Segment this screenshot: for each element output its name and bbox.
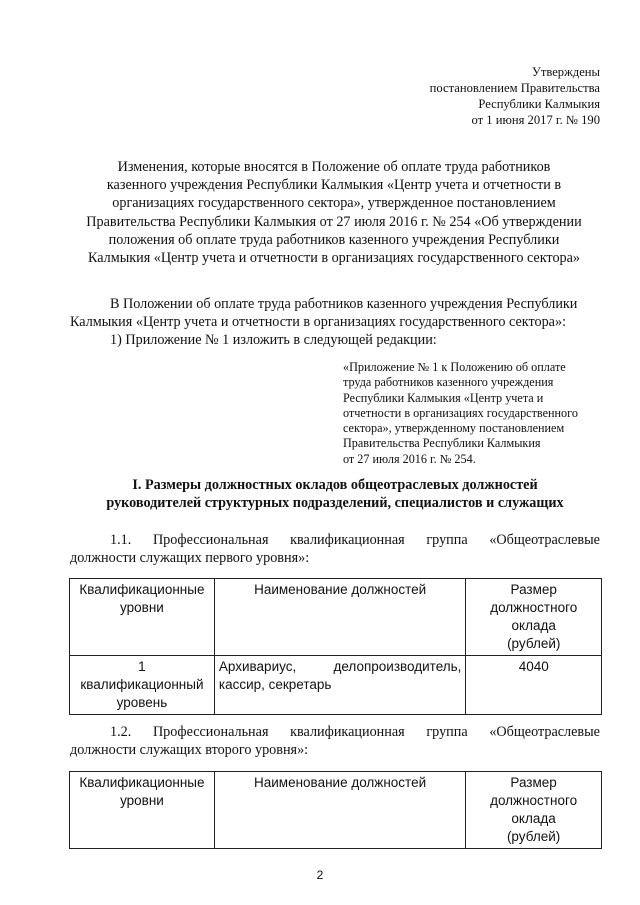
appendix-line: «Приложение № 1 к Положению об оплате [343, 360, 566, 374]
text-word: квалификационная [290, 532, 405, 548]
appendix-line: отчетности в организациях государственного [343, 405, 578, 420]
cell-positions: Архивариус, делопроизводитель, кассир, секретарь [214, 656, 466, 715]
intro-line: В Положении об оплате труда работников казенного учреждения Республики [110, 296, 578, 312]
cell-qualification-level: 1 квалификационный уровень [70, 656, 215, 715]
header-position-names: Наименование должностей [214, 579, 466, 656]
table-header-row [70, 579, 602, 656]
approval-line: от 1 июня 2017 г. № 190 [471, 113, 600, 127]
table-header-row [70, 772, 602, 849]
heading-line: Правительства Республики Калмыкия от 27 июля 2016 г. № 254 «Об утверждении [86, 213, 582, 230]
appendix-block [343, 360, 608, 467]
group-1-1-text [70, 531, 600, 567]
approval-block [300, 64, 600, 128]
approval-line: Республики Калмыкия [478, 97, 600, 111]
approval-line: постановлением Правительства [429, 81, 600, 95]
group-1-2-text [70, 723, 600, 759]
appendix-line: сектора», утвержденному постановлением [343, 421, 565, 436]
group-1-2-line2: должности служащих второго уровня»: [70, 742, 309, 759]
cell-salary: 4040 [466, 656, 602, 715]
text-word: Профессиональная [152, 724, 269, 740]
header-qualification-levels: Квалификационные уровни [70, 579, 215, 656]
intro-line: Калмыкия «Центр учета и отчетности в организациях государственного сектора»: [70, 314, 567, 330]
header-salary-size: Размер должностного оклада (рублей) [466, 579, 602, 656]
heading-line: Изменения, которые вносятся в Положение об оплате труда работников [117, 159, 551, 175]
heading-line: Калмыкия «Центр учета и отчетности в организациях государственного сектора» [87, 250, 581, 267]
appendix-line: Правительства Республики Калмыкия [343, 436, 541, 451]
section-title-line: руководителей структурных подразделений, специалистов и служащих [106, 495, 564, 512]
header-position-names: Наименование должностей [214, 772, 465, 849]
section-title-line: I. Размеры должностных окладов общеотраслевых должностей [132, 477, 538, 493]
text-word: группа [426, 532, 468, 548]
text-word: «Общеотраслевые [489, 724, 600, 740]
text-word: группа [426, 724, 468, 740]
appendix-line: Республики Калмыкия «Центр учета и [343, 390, 544, 405]
table-group-1-2 [69, 771, 602, 849]
heading-line: казенного учреждения Республики Калмыкия «Центр учета и отчетности в [106, 177, 562, 194]
appendix-line: труда работников казенного учреждения [343, 375, 554, 390]
header-qualification-levels: Квалификационные уровни [70, 772, 215, 849]
text-word: Профессиональная [152, 532, 269, 548]
approval-line: Утверждены [531, 65, 600, 79]
table-row [70, 656, 602, 715]
group-1-1-line2: должности служащих первого уровня»: [70, 550, 310, 567]
heading-line: организациях государственного сектора», утвержденное постановлением [112, 195, 556, 212]
document-heading [70, 158, 598, 267]
text-word: квалификационная [290, 724, 405, 740]
heading-line: положения об оплате труда работников казенного учреждения Республики [108, 231, 560, 248]
intro-line: 1) Приложение № 1 изложить в следующей редакции: [110, 332, 437, 348]
section-title [70, 476, 600, 513]
group-1-1-line1 [70, 531, 600, 549]
text-word: 1.1. [110, 532, 132, 548]
page-number: 2 [316, 868, 324, 882]
table-group-1-1 [69, 578, 602, 715]
text-word: 1.2. [110, 724, 132, 740]
header-salary-size: Размер должностного оклада (рублей) [466, 772, 602, 849]
appendix-line: от 27 июля 2016 г. № 254. [343, 451, 476, 466]
text-word: «Общеотраслевые [489, 532, 600, 548]
group-1-2-line1 [70, 723, 600, 741]
